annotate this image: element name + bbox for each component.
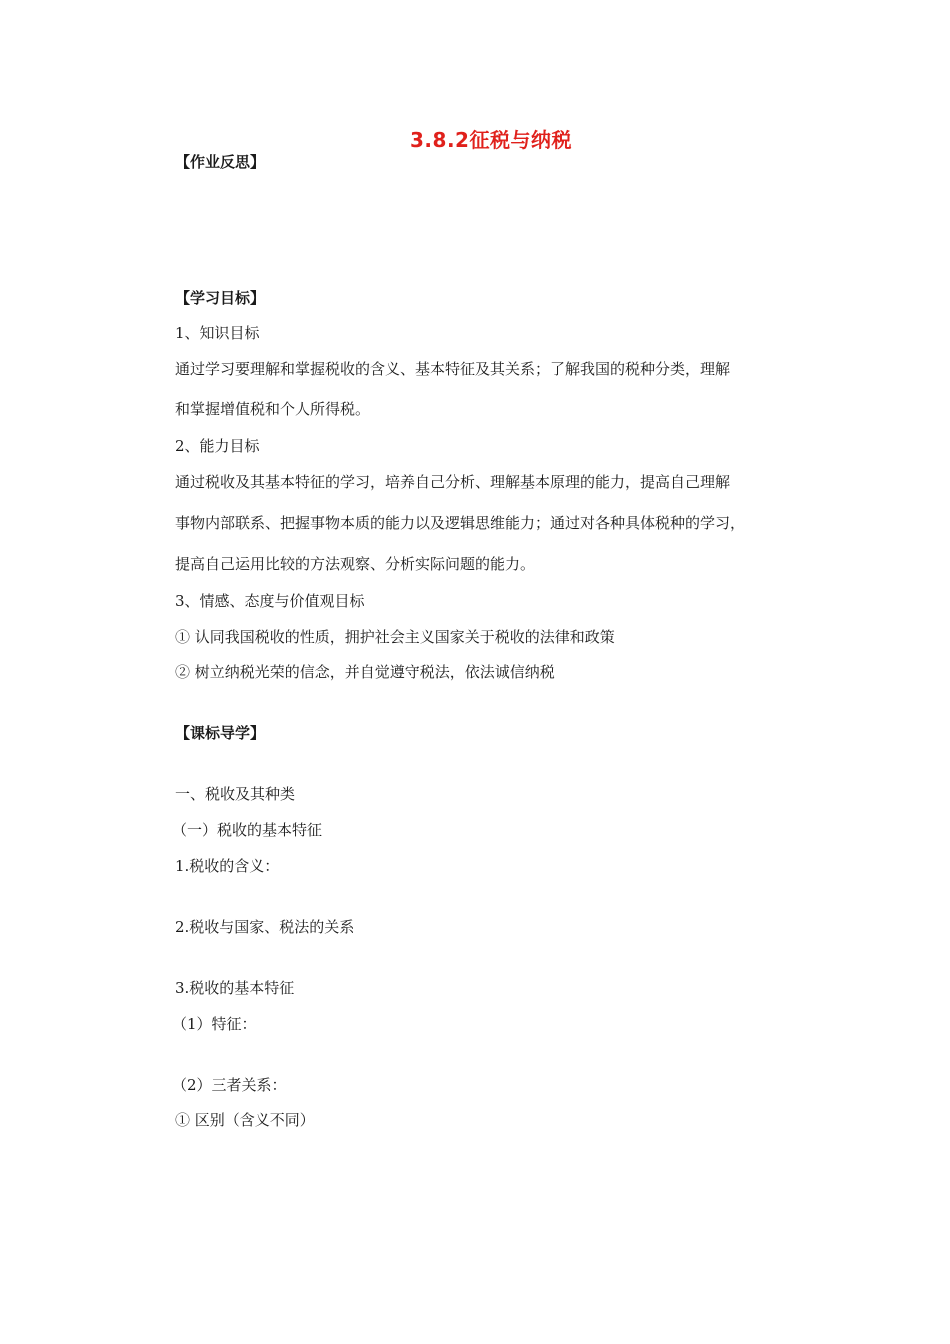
knowledge-goal-label: 1、知识目标: [175, 324, 260, 342]
ability-goal-label: 2、能力目标: [175, 437, 260, 455]
section-heading-guide: 【课标导学】: [175, 724, 266, 742]
guide-subitem: （1）特征：: [172, 1015, 257, 1033]
guide-item: 1.税收的含义：: [175, 857, 280, 875]
guide-item: 2.税收与国家、税法的关系: [175, 918, 355, 936]
ability-goal-text-line: 事物内部联系、把握事物本质的能力以及逻辑思维能力；通过对各种具体税种的学习，: [175, 514, 746, 532]
knowledge-goal-text-line: 通过学习要理解和掌握税收的含义、基本特征及其关系；了解我国的税种分类，理解: [175, 360, 731, 378]
guide-item: 3.税收的基本特征: [175, 979, 295, 997]
guide-part-heading: 一、税收及其种类: [175, 785, 296, 803]
section-heading-reflection: 【作业反思】: [175, 153, 266, 171]
emotion-goal-item: ① 认同我国税收的性质，拥护社会主义国家关于税收的法律和政策: [175, 628, 615, 646]
guide-subitem: （2）三者关系：: [172, 1076, 287, 1094]
guide-subpart-heading: （一）税收的基本特征: [172, 821, 323, 839]
ability-goal-text-line: 提高自己运用比较的方法观察、分析实际问题的能力。: [175, 555, 536, 573]
ability-goal-text-line: 通过税收及其基本特征的学习，培养自己分析、理解基本原理的能力，提高自己理解: [175, 473, 731, 491]
knowledge-goal-text-line: 和掌握增值税和个人所得税。: [175, 400, 371, 418]
page-title: 3.8.2征税与纳税: [410, 128, 572, 152]
section-heading-objectives: 【学习目标】: [175, 289, 266, 307]
emotion-goal-label: 3、情感、态度与价值观目标: [175, 592, 365, 610]
emotion-goal-item: ② 树立纳税光荣的信念，并自觉遵守税法，依法诚信纳税: [175, 663, 555, 681]
guide-subitem-point: ① 区别（含义不同）: [175, 1111, 315, 1129]
